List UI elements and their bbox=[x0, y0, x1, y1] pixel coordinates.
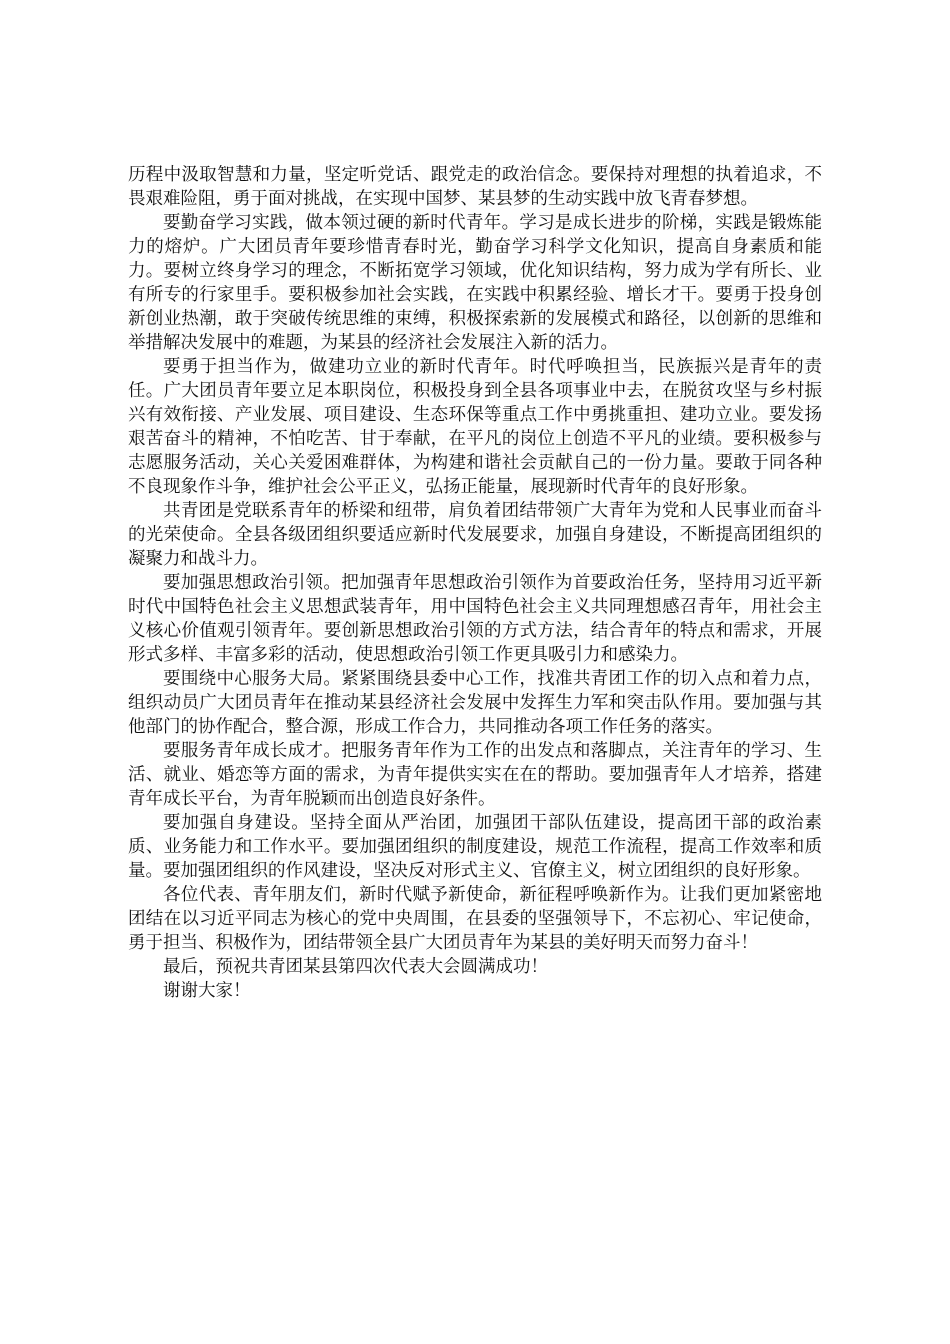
document-page bbox=[128, 163, 822, 1003]
paragraph-serve-youth: 要服务青年成长成才。把服务青年作为工作的出发点和落脚点，关注青年的学习、生活、就业、婚恋等方面的需求，为青年提供实实在在的帮助。要加强青年人才培养，搭建青年成长平台，为青年脱颖而出创造良好条件。 bbox=[128, 741, 822, 809]
paragraph-wish: 最后，预祝共青团某县第四次代表大会圆满成功！ bbox=[163, 957, 548, 977]
paragraph-league-mission: 共青团是党联系青年的桥梁和纽带，肩负着团结带领广大青年为党和人民事业而奋斗的光荣使命。全县各级团组织要适应新时代发展要求，加强自身建设，不断提高团组织的凝聚力和战斗力。 bbox=[128, 501, 822, 569]
paragraph-study-practice: 要勤奋学习实践，做本领过硬的新时代青年。学习是成长进步的阶梯，实践是锻炼能力的熔炉。广大团员青年要珍惜青春时光，勤奋学习科学文化知识，提高自身素质和能力。要树立终身学习的理念，不断拓宽学习领域，优化知识结构，努力成为学有所长、业有所专的行家里手。要积极参加社会实践，在实践中积累经验、增长才干。要勇于投身创新创业热潮，敢于突破传统思维的束缚，积极探索新的发展模式和路径，以创新的思维和举措解决发展中的难题，为某县的经济社会发展注入新的活力。 bbox=[128, 213, 822, 353]
paragraph-thanks: 谢谢大家！ bbox=[163, 981, 251, 1001]
paragraph-continued: 历程中汲取智慧和力量，坚定听党话、跟党走的政治信念。要保持对理想的执着追求，不畏艰难险阻，勇于面对挑战，在实现中国梦、某县梦的生动实践中放飞青春梦想。 bbox=[128, 165, 822, 209]
paragraph-self-building: 要加强自身建设。坚持全面从严治团，加强团干部队伍建设，提高团干部的政治素质、业务能力和工作水平。要加强团组织的制度建设，规范工作流程，提高工作效率和质量。要加强团组织的作风建设，坚决反对形式主义、官僚主义，树立团组织的良好形象。 bbox=[128, 813, 822, 881]
paragraph-serve-overall: 要围绕中心服务大局。紧紧围绕县委中心工作，找准共青团工作的切入点和着力点，组织动员广大团员青年在推动某县经济社会发展中发挥生力军和突击队作用。要加强与其他部门的协作配合，整合源，形成工作合力，共同推动各项工作任务的落实。 bbox=[128, 669, 822, 737]
paragraph-closing-call: 各位代表、青年朋友们，新时代赋予新使命，新征程呼唤新作为。让我们更加紧密地团结在以习近平同志为核心的党中央周围，在县委的坚强领导下，不忘初心、牢记使命，勇于担当、积极作为，团结带领全县广大团员青年为某县的美好明天而努力奋斗！ bbox=[128, 885, 822, 953]
paragraph-take-responsibility: 要勇于担当作为，做建功立业的新时代青年。时代呼唤担当，民族振兴是青年的责任。广大团员青年要立足本职岗位，积极投身到全县各项事业中去，在脱贫攻坚与乡村振兴有效衔接、产业发展、项目建设、生态环保等重点工作中勇挑重担、建功立业。要发扬艰苦奋斗的精神，不怕吃苦、甘于奉献，在平凡的岗位上创造不平凡的业绩。要积极参与志愿服务活动，关心关爱困难群体，为构建和谐社会贡献自己的一份力量。要敢于同各种不良现象作斗争，维护社会公平正义，弘扬正能量，展现新时代青年的良好形象。 bbox=[128, 357, 822, 497]
paragraph-ideological-guidance: 要加强思想政治引领。把加强青年思想政治引领作为首要政治任务，坚持用习近平新时代中国特色社会主义思想武装青年，用中国特色社会主义共同理想感召青年，用社会主义核心价值观引领青年。要创新思想政治引领的方式方法，结合青年的特点和需求，开展形式多样、丰富多彩的活动，使思想政治引领工作更具吸引力和感染力。 bbox=[128, 573, 822, 665]
